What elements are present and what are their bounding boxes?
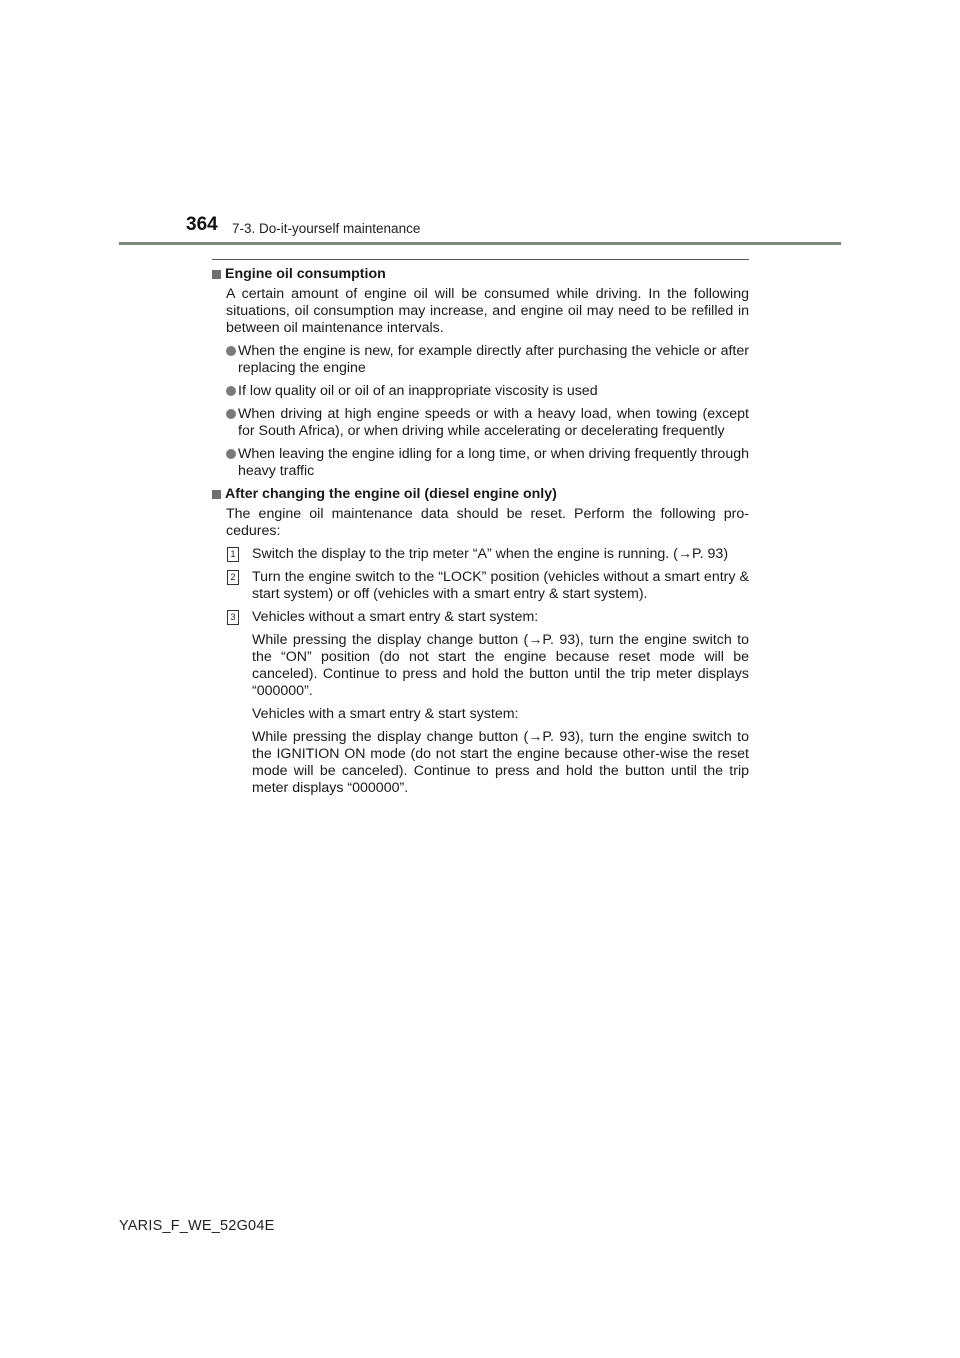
step-text: Turn the engine switch to the “LOCK” position (vehicles without a smart entry & start system) or off (vehicles with a smart entry & start system).	[252, 569, 749, 602]
list-item	[226, 343, 749, 377]
section-intro: A certain amount of engine oil will be consumed while driving. In the following situations, oil consumption may increase, and engine oil may need to be refilled in between oil maintenance intervals.	[226, 286, 749, 336]
square-marker-icon	[212, 490, 221, 499]
step-number-box: 1	[227, 547, 239, 562]
bullet-dot-icon	[226, 386, 236, 396]
list-item	[226, 446, 749, 480]
page-content	[212, 266, 749, 803]
step-text: Vehicles without a smart entry & start system:	[252, 609, 539, 625]
step-subparagraph: While pressing the display change button (→P. 93), turn the engine switch to the “ON” position (do not start the engine because reset mode will be canceled). Continue to press and hold the button until the trip meter displays “000000”.	[252, 632, 749, 699]
bullet-text: When leaving the engine idling for a long time, or when driving frequently through heavy traffic	[238, 446, 749, 479]
content-rule	[212, 259, 749, 260]
step-item	[226, 569, 749, 603]
list-item	[226, 406, 749, 440]
list-item	[226, 383, 749, 400]
section-title: 7-3. Do-it-yourself maintenance	[232, 221, 421, 236]
step-item	[226, 546, 749, 563]
header-rule	[119, 242, 841, 245]
heading-text: After changing the engine oil (diesel engine only)	[225, 486, 557, 502]
bullet-text: When driving at high engine speeds or with a heavy load, when towing (except for South Africa), or when driving while accelerating or decelerating frequently	[238, 406, 749, 439]
step-number-box: 3	[227, 610, 239, 625]
bullet-text: When the engine is new, for example directly after purchasing the vehicle or after replacing the engine	[238, 343, 749, 376]
step-subparagraph: While pressing the display change button (→P. 93), turn the engine switch to the IGNITION ON mode (do not start the engine because other-wise the reset mode will be canceled). Continue to press and hold the button until the trip meter displays “000000”.	[252, 729, 749, 796]
bullet-dot-icon	[226, 346, 236, 356]
bullet-text: If low quality oil or oil of an inappropriate viscosity is used	[238, 383, 598, 399]
bullet-dot-icon	[226, 449, 236, 459]
document-code: YARIS_F_WE_52G04E	[119, 1218, 275, 1234]
page-number: 364	[186, 214, 218, 235]
heading-text: Engine oil consumption	[225, 266, 386, 282]
step-item	[226, 609, 749, 626]
section-heading	[212, 486, 749, 503]
step-text: Switch the display to the trip meter “A” when the engine is running. (→P. 93)	[252, 546, 729, 562]
section-heading	[212, 266, 749, 283]
square-marker-icon	[212, 270, 221, 279]
bullet-dot-icon	[226, 409, 236, 419]
step-number-box: 2	[227, 570, 239, 585]
step-subparagraph: Vehicles with a smart entry & start system:	[252, 706, 519, 722]
section-intro: The engine oil maintenance data should be reset. Perform the following pro-cedures:	[226, 506, 749, 539]
